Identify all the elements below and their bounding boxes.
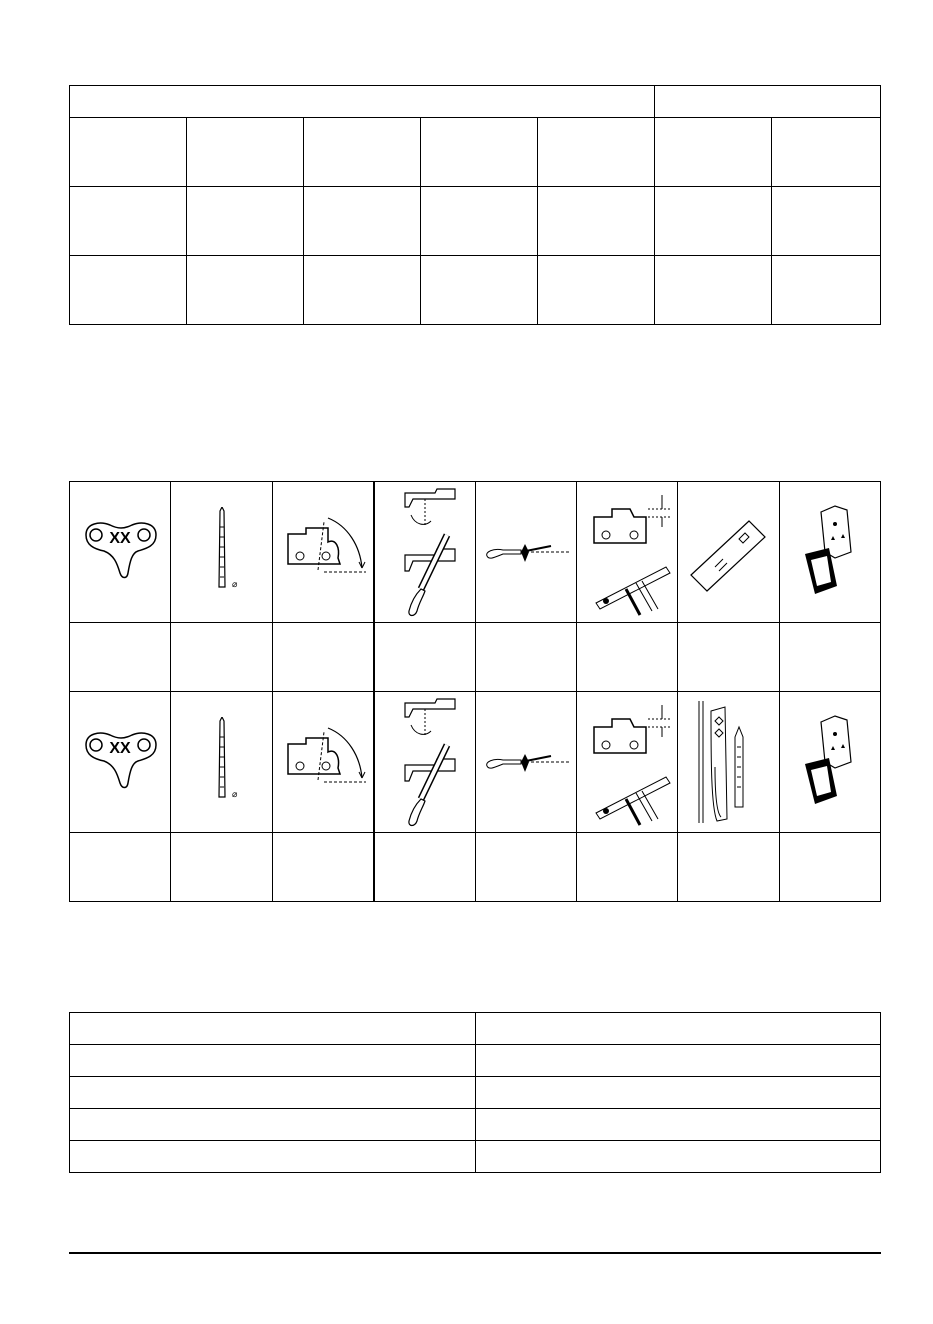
- table-row: [70, 187, 881, 256]
- gauge-mark-text: XX: [109, 740, 131, 757]
- table-cell: [70, 1045, 476, 1077]
- header-cell: [655, 86, 881, 118]
- flat-file-icon: [693, 697, 763, 827]
- sharpening-tools-table: [69, 481, 881, 902]
- round-file-icon: [202, 507, 242, 597]
- file-holder-icon: [385, 695, 465, 830]
- table-cell: [374, 623, 475, 692]
- cutter-angle-icon: [278, 722, 368, 802]
- table-row: [70, 118, 881, 187]
- tool-cell: [576, 692, 677, 833]
- table-cell: [576, 833, 677, 902]
- table-cell: [304, 118, 421, 187]
- tool-icon-row: [70, 692, 881, 833]
- gauge-mark-text: XX: [109, 530, 131, 547]
- table-cell: [475, 623, 576, 692]
- depth-gauge-icon: [582, 697, 672, 827]
- table-cell: [421, 187, 538, 256]
- table-cell: [538, 118, 655, 187]
- table-cell: [70, 1077, 476, 1109]
- table-cell: [576, 623, 677, 692]
- table-cell: [187, 187, 304, 256]
- table-cell: [475, 833, 576, 902]
- table-row: [70, 256, 881, 325]
- tool-cell: [70, 482, 171, 623]
- flat-gauge-icon: [683, 507, 773, 597]
- table-row: [70, 1045, 881, 1077]
- table-cell: [187, 118, 304, 187]
- tool-cell: [272, 482, 373, 623]
- table-cell: [476, 1045, 881, 1077]
- table-cell: [70, 1109, 476, 1141]
- svg-text:⌀: ⌀: [231, 579, 237, 589]
- svg-text:⌀: ⌀: [231, 789, 237, 799]
- tool-icon-row: [70, 482, 881, 623]
- table-cell: [187, 256, 304, 325]
- table-cell: [70, 833, 171, 902]
- table-cell: [655, 256, 772, 325]
- table-row: [70, 1141, 881, 1173]
- tool-cell: [576, 482, 677, 623]
- table-cell: [171, 623, 272, 692]
- table-cell: [374, 833, 475, 902]
- table-row: [70, 1109, 881, 1141]
- tool-cell: [779, 482, 880, 623]
- tool-cell: [475, 692, 576, 833]
- table-row: [70, 623, 881, 692]
- table-row: [70, 1013, 881, 1045]
- cutter-angle-icon: [278, 512, 368, 592]
- table-cell: [421, 256, 538, 325]
- tool-cell: [678, 482, 779, 623]
- footer-rule: [69, 1252, 881, 1254]
- table-cell: [70, 187, 187, 256]
- table-cell: [476, 1013, 881, 1045]
- table-cell: [476, 1077, 881, 1109]
- spec-table: [69, 85, 881, 325]
- table-cell: [70, 1141, 476, 1173]
- table-cell: [772, 256, 881, 325]
- table-cell: [538, 187, 655, 256]
- table-cell: [655, 187, 772, 256]
- table-cell: [272, 623, 373, 692]
- round-file-icon: [202, 717, 242, 807]
- tool-cell: [70, 692, 171, 833]
- file-tilt-icon: [481, 532, 571, 572]
- file-tilt-icon: [481, 742, 571, 782]
- gauge-xx-icon: [80, 727, 160, 797]
- tool-cell: [374, 692, 475, 833]
- table-cell: [538, 256, 655, 325]
- tool-cell: [171, 482, 272, 623]
- table-cell: [70, 256, 187, 325]
- table-cell: [772, 118, 881, 187]
- table-cell: [655, 118, 772, 187]
- tool-cell: [374, 482, 475, 623]
- table-cell: [678, 833, 779, 902]
- table-cell: [779, 833, 880, 902]
- depth-gauge-tool-icon: [795, 502, 865, 602]
- depth-gauge-icon: [582, 487, 672, 617]
- table-cell: [304, 187, 421, 256]
- table-row: [70, 833, 881, 902]
- table-cell: [772, 187, 881, 256]
- tool-cell: [272, 692, 373, 833]
- table-cell: [779, 623, 880, 692]
- tool-cell: [779, 692, 880, 833]
- table-cell: [476, 1141, 881, 1173]
- spec-table-header-row: [70, 86, 881, 118]
- tool-cell: [678, 692, 779, 833]
- table-cell: [678, 623, 779, 692]
- table-cell: [171, 833, 272, 902]
- table-cell: [304, 256, 421, 325]
- tool-cell: [475, 482, 576, 623]
- table-cell: [476, 1109, 881, 1141]
- table-cell: [70, 623, 171, 692]
- tool-cell: [171, 692, 272, 833]
- table-row: [70, 1077, 881, 1109]
- file-holder-icon: [385, 485, 465, 620]
- table-cell: [421, 118, 538, 187]
- table-cell: [70, 118, 187, 187]
- two-column-table: [69, 1012, 881, 1173]
- table-cell: [272, 833, 373, 902]
- depth-gauge-tool-icon: [795, 712, 865, 812]
- header-cell: [70, 86, 655, 118]
- table-cell: [70, 1013, 476, 1045]
- gauge-xx-icon: [80, 517, 160, 587]
